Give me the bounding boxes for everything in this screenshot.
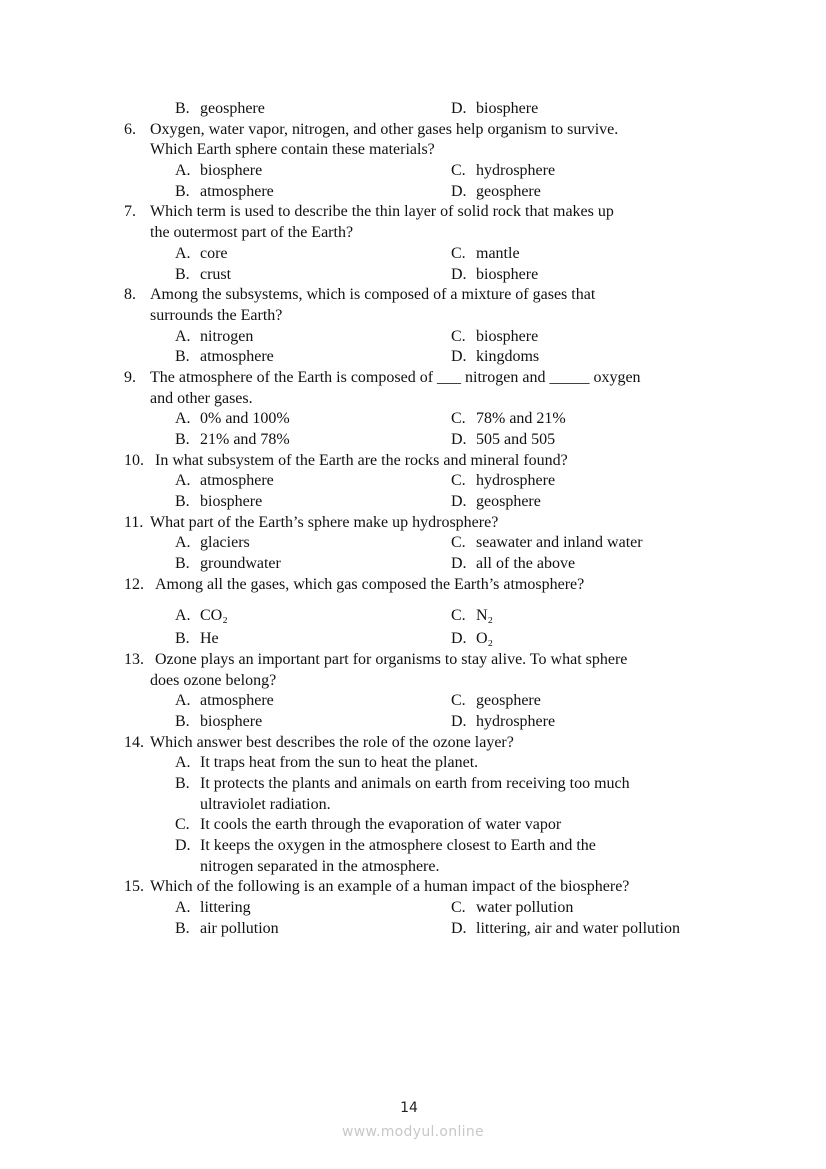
text-line xyxy=(0,244,826,265)
option-letter: C. xyxy=(451,162,466,180)
option-letter: D. xyxy=(451,348,467,366)
text-line xyxy=(0,306,826,327)
option-text: seawater and inland water xyxy=(476,534,643,552)
answer-option xyxy=(175,161,262,182)
option-text: ultraviolet radiation. xyxy=(200,795,331,813)
option-text: geosphere xyxy=(476,692,541,710)
option-text: geosphere xyxy=(200,100,265,117)
question-text: Which answer best describes the role of the ozone layer? xyxy=(150,733,514,751)
text-line xyxy=(0,554,826,575)
option-letter: D. xyxy=(451,555,467,573)
option-text: biosphere xyxy=(200,162,263,180)
question-text: Which term is used to describe the thin layer of solid rock that makes up xyxy=(150,203,614,221)
option-text: 505 and 505 xyxy=(476,431,556,448)
option-text: 0% and 100% xyxy=(200,410,290,428)
option-text: It cools the earth through the evaporation of water vapor xyxy=(200,816,562,834)
text-line xyxy=(0,120,826,141)
option-text: atmosphere xyxy=(200,182,274,200)
answer-option xyxy=(451,492,541,513)
text-line xyxy=(0,265,826,286)
answer-option xyxy=(175,691,274,712)
question-number: 12. xyxy=(124,575,144,593)
option-letter: D. xyxy=(451,265,467,283)
option-text: hydrosphere xyxy=(476,712,556,730)
text-line xyxy=(0,650,826,671)
option-text: air pollution xyxy=(200,919,279,937)
option-letter: C. xyxy=(451,410,466,428)
option-letter: D. xyxy=(451,630,467,648)
question-text: In what subsystem of the Earth are the rocks and mineral found? xyxy=(155,451,568,469)
option-letter: B. xyxy=(175,348,190,366)
option-text: biosphere xyxy=(476,327,539,345)
option-letter: C. xyxy=(451,534,466,552)
option-letter: B. xyxy=(175,265,190,283)
text-line xyxy=(0,671,826,692)
option-letter: A. xyxy=(175,162,191,180)
option-letter: B. xyxy=(175,919,190,937)
option-letter: C. xyxy=(451,244,466,262)
answer-option xyxy=(175,774,630,795)
question-number: 13. xyxy=(124,650,144,668)
text-line xyxy=(0,161,826,182)
option-letter: B. xyxy=(175,555,190,573)
option-letter: D. xyxy=(451,919,467,937)
option-text: crust xyxy=(200,265,232,283)
option-letter: C. xyxy=(451,472,466,490)
question-number: 9. xyxy=(124,368,136,386)
answer-option xyxy=(175,347,274,368)
answer-option xyxy=(175,327,253,348)
question-text: and other gases. xyxy=(150,389,253,407)
question-text: Which Earth sphere contain these materials? xyxy=(150,141,435,159)
answer-option xyxy=(451,606,493,627)
answer-option xyxy=(451,629,493,650)
option-text: groundwater xyxy=(200,555,281,573)
option-letter: C. xyxy=(451,899,466,917)
option-text: biosphere xyxy=(200,712,263,730)
text-line xyxy=(0,795,826,816)
question-text: Ozone plays an important part for organisms to stay alive. To what sphere xyxy=(155,650,628,668)
page-number: 14 xyxy=(400,1100,418,1116)
question-number: 7. xyxy=(124,203,136,221)
option-letter: B. xyxy=(175,182,190,200)
option-text: geosphere xyxy=(476,182,541,200)
option-text: biosphere xyxy=(200,493,263,511)
option-text: core xyxy=(200,244,228,262)
answer-option xyxy=(451,161,555,182)
option-text: littering, air and water pollution xyxy=(476,919,680,937)
answer-option xyxy=(451,99,538,120)
option-letter: A. xyxy=(175,606,191,624)
text-line xyxy=(0,389,826,410)
question-number: 15. xyxy=(124,878,144,896)
option-text: biosphere xyxy=(476,265,539,283)
text-line xyxy=(0,202,826,223)
text-line xyxy=(0,327,826,348)
text-line xyxy=(0,451,826,472)
answer-option xyxy=(175,430,290,451)
option-letter: A. xyxy=(175,244,191,262)
text-line xyxy=(0,774,826,795)
question-number: 10. xyxy=(124,451,144,469)
option-letter: D. xyxy=(175,837,191,855)
answer-option xyxy=(451,327,538,348)
text-line xyxy=(0,629,826,650)
answer-option xyxy=(175,244,228,265)
text-line xyxy=(0,533,826,554)
answer-option xyxy=(175,712,262,733)
option-letter: A. xyxy=(175,692,191,710)
text-line xyxy=(0,575,826,596)
option-text: It protects the plants and animals on earth from receiving too much xyxy=(200,775,630,792)
text-line xyxy=(0,223,826,244)
option-text: nitrogen separated in the atmosphere. xyxy=(200,857,440,875)
option-text: 21% and 78% xyxy=(200,431,290,448)
answer-option xyxy=(175,409,290,430)
text-line xyxy=(0,368,826,389)
text-line xyxy=(0,919,826,940)
option-text: glaciers xyxy=(200,534,250,552)
option-text: geosphere xyxy=(476,493,541,511)
text-line xyxy=(0,898,826,919)
question-text: Which of the following is an example of a human impact of the biosphere? xyxy=(150,878,630,896)
option-letter: A. xyxy=(175,899,191,917)
option-letter: C. xyxy=(451,606,466,624)
option-letter: D. xyxy=(451,712,467,730)
option-letter: D. xyxy=(451,182,467,200)
option-letter: D. xyxy=(451,493,467,511)
question-number: 8. xyxy=(124,286,136,304)
option-letter: C. xyxy=(451,692,466,710)
answer-option xyxy=(175,492,262,513)
question-list xyxy=(0,99,826,940)
question-text: does ozone belong? xyxy=(150,671,277,689)
option-letter: B. xyxy=(175,712,190,730)
option-text: kingdoms xyxy=(476,348,540,366)
watermark: www.modyul.online xyxy=(342,1124,484,1140)
question-text: What part of the Earth’s sphere make up hydrosphere? xyxy=(150,513,499,531)
option-text: biosphere xyxy=(476,100,539,117)
option-letter: A. xyxy=(175,472,191,490)
answer-option xyxy=(175,919,279,940)
option-text: atmosphere xyxy=(200,692,274,710)
option-letter: D. xyxy=(451,100,467,117)
text-line xyxy=(0,606,826,627)
option-text: mantle xyxy=(476,244,520,262)
option-text: N₂ xyxy=(476,606,494,624)
answer-option xyxy=(175,182,274,203)
text-line xyxy=(0,285,826,306)
answer-option xyxy=(175,836,596,857)
text-line xyxy=(0,691,826,712)
option-text: littering xyxy=(200,899,251,917)
question-number: 14. xyxy=(124,733,144,751)
question-text: the outermost part of the Earth? xyxy=(150,224,354,242)
question-text: The atmosphere of the Earth is composed of ___ nitrogen and _____ oxygen xyxy=(150,368,641,386)
option-text: hydrosphere xyxy=(476,472,556,490)
answer-option xyxy=(451,919,680,940)
option-letter: B. xyxy=(175,775,190,792)
answer-option xyxy=(175,898,251,919)
option-letter: D. xyxy=(451,431,467,448)
option-letter: C. xyxy=(175,816,190,834)
option-letter: B. xyxy=(175,493,190,511)
option-letter: B. xyxy=(175,100,190,117)
text-line xyxy=(0,815,826,836)
option-letter: B. xyxy=(175,630,190,648)
text-line xyxy=(0,140,826,161)
answer-option xyxy=(451,712,555,733)
option-letter: A. xyxy=(175,534,191,552)
answer-option xyxy=(175,99,265,120)
option-letter: A. xyxy=(175,754,191,772)
text-line xyxy=(0,857,826,878)
answer-option xyxy=(451,265,538,286)
question-text: Among the subsystems, which is composed of a mixture of gases that xyxy=(150,286,596,304)
answer-option xyxy=(175,753,478,774)
answer-option xyxy=(175,533,250,554)
answer-option xyxy=(451,347,539,368)
option-text: It traps heat from the sun to heat the planet. xyxy=(200,754,479,772)
text-line xyxy=(0,513,826,534)
answer-option xyxy=(451,430,555,451)
option-text: nitrogen xyxy=(200,327,254,345)
option-text: He xyxy=(200,630,219,648)
text-line xyxy=(0,492,826,513)
text-line xyxy=(0,99,826,120)
answer-option xyxy=(451,898,573,919)
question-number: 6. xyxy=(124,120,136,138)
answer-option xyxy=(175,629,219,650)
option-letter: A. xyxy=(175,410,191,428)
answer-option xyxy=(451,182,541,203)
question-text: surrounds the Earth? xyxy=(150,306,283,324)
option-text: atmosphere xyxy=(200,348,274,366)
answer-option xyxy=(175,606,228,627)
text-line xyxy=(0,347,826,368)
text-line xyxy=(0,836,826,857)
answer-option xyxy=(175,554,281,575)
answer-option xyxy=(451,471,555,492)
question-number: 11. xyxy=(124,513,144,531)
text-line xyxy=(0,733,826,754)
answer-option xyxy=(451,409,566,430)
text-line xyxy=(0,712,826,733)
answer-option xyxy=(451,554,575,575)
question-text: Among all the gases, which gas composed the Earth’s atmosphere? xyxy=(155,575,585,593)
option-text: It keeps the oxygen in the atmosphere closest to Earth and the xyxy=(200,837,596,855)
answer-option xyxy=(175,265,231,286)
option-text: hydrosphere xyxy=(476,162,556,180)
option-letter: B. xyxy=(175,431,190,448)
answer-option xyxy=(175,471,274,492)
text-line xyxy=(0,753,826,774)
option-text: water pollution xyxy=(476,899,574,917)
answer-option xyxy=(451,691,541,712)
question-text: Oxygen, water vapor, nitrogen, and other gases help organism to survive. xyxy=(150,120,619,138)
text-line xyxy=(0,877,826,898)
answer-option xyxy=(175,815,561,836)
option-text: atmosphere xyxy=(200,472,274,490)
text-line xyxy=(0,409,826,430)
text-line xyxy=(0,471,826,492)
option-letter: C. xyxy=(451,327,466,345)
option-text: CO₂ xyxy=(200,606,228,624)
option-text: 78% and 21% xyxy=(476,410,566,428)
answer-option xyxy=(451,244,520,265)
answer-option xyxy=(451,533,643,554)
option-text: all of the above xyxy=(476,555,576,573)
option-text: O₂ xyxy=(476,630,494,648)
text-line xyxy=(0,182,826,203)
text-line xyxy=(0,430,826,451)
option-letter: A. xyxy=(175,327,191,345)
